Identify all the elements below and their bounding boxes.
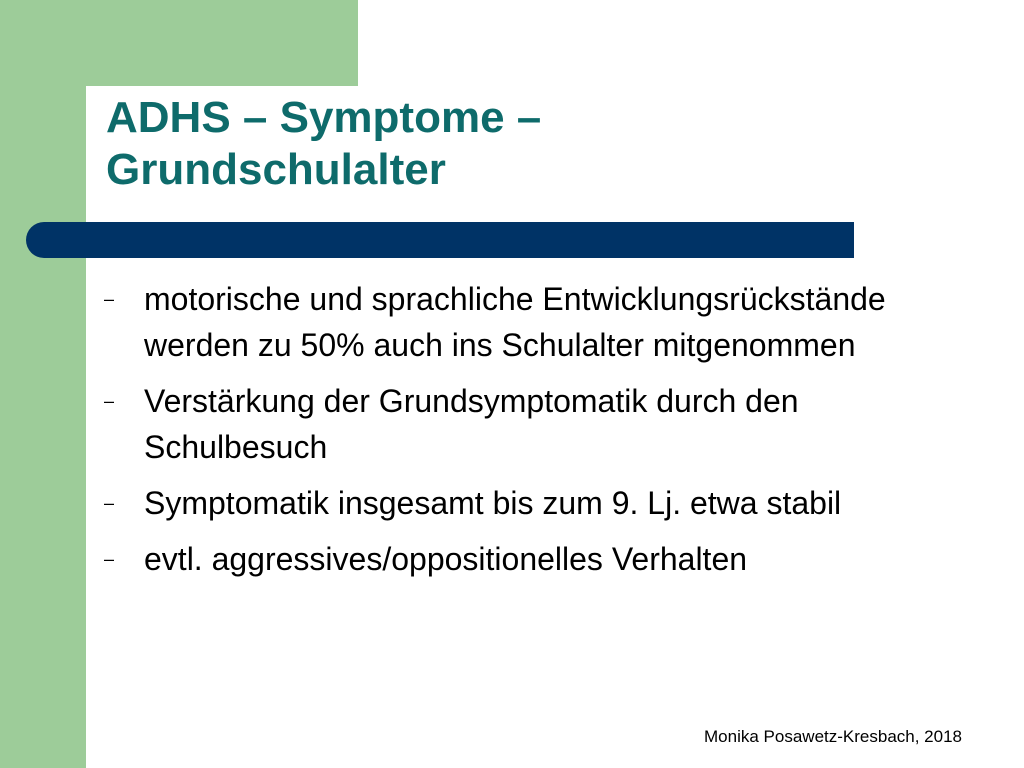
title-underline-bar <box>26 222 854 258</box>
bullet-item <box>104 378 924 470</box>
bullet-item <box>104 480 924 526</box>
bullet-text: Symptomatik insgesamt bis zum 9. Lj. etwa stabil <box>144 485 842 521</box>
dash-icon: – <box>104 549 115 569</box>
slide-title-line-2: Grundschulalter <box>106 145 446 194</box>
dash-icon: – <box>104 289 115 309</box>
bullet-list <box>104 276 924 592</box>
footer-author: Monika Posawetz-Kresbach, 2018 <box>704 727 962 746</box>
slide-title <box>106 92 926 196</box>
bullet-text: evtl. aggressives/oppositionelles Verhalten <box>144 541 748 577</box>
green-top-decoration <box>86 0 358 86</box>
dash-icon: – <box>104 391 115 411</box>
slide-title-line-1: ADHS – Symptome – <box>106 93 542 142</box>
dash-icon: – <box>104 493 115 513</box>
bullet-item <box>104 536 924 582</box>
bullet-item <box>104 276 924 368</box>
bullet-text: motorische und sprachliche Entwicklungsrückstände werden zu 50% auch ins Schulalter mitgenommen <box>144 281 886 363</box>
green-sidebar-decoration <box>0 0 86 768</box>
bullet-text: Verstärkung der Grundsymptomatik durch den Schulbesuch <box>144 383 799 465</box>
